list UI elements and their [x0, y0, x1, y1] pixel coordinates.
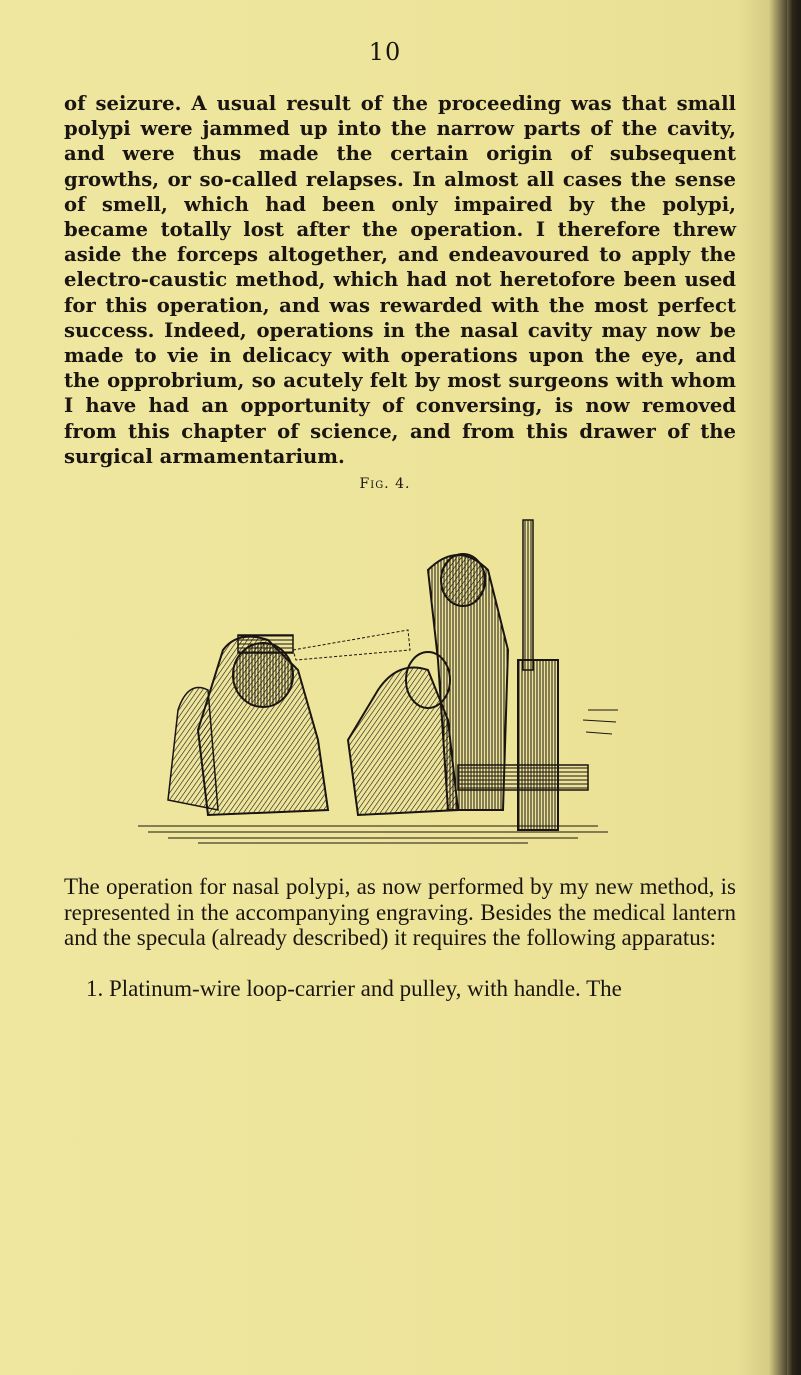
assistant-head [441, 554, 485, 606]
figure-caption: Fig. 4. [359, 476, 411, 492]
paragraph-1: of seizure. A usual result of the proceeding was that small polypi were jammed up into the narrow parts of the cavity, and were thus made the certain origin of subsequent growths, or so-called relapses. In almost all cases the sense of smell, which had been only impaired by the polypi, became totally lost after the operation. I therefore threw aside the forceps altogether, and endeavoured to apply the electro-caustic method, which had not heretofore been used for this operation, and was rewarded with the most perfect success. Indeed, operations in the nasal cavity may now be made to vie in delicacy with operations upon the eye, and the opprobrium, so acutely felt by most surgeons with whom I have had an opportunity of conversing, is now removed from this chapter of science, and from this drawer of the surgical armamentarium. [64, 92, 736, 468]
paragraph-2: The operation for nasal polypi, as now performed by my new method, is represented in the accompanying engraving. Besides the medical lantern and the specula (already described) it requires the following apparatus: [64, 874, 736, 951]
head-lamp [238, 635, 293, 653]
page-number: 10 [368, 38, 402, 66]
list-item-1: 1. Platinum-wire loop-carrier and pulley, with handle. The [86, 976, 622, 1001]
table-base [458, 765, 588, 790]
engraving-illustration [128, 510, 626, 846]
light-beam [293, 630, 410, 660]
book-binding-edge [787, 0, 801, 1375]
battery-column [518, 660, 558, 830]
